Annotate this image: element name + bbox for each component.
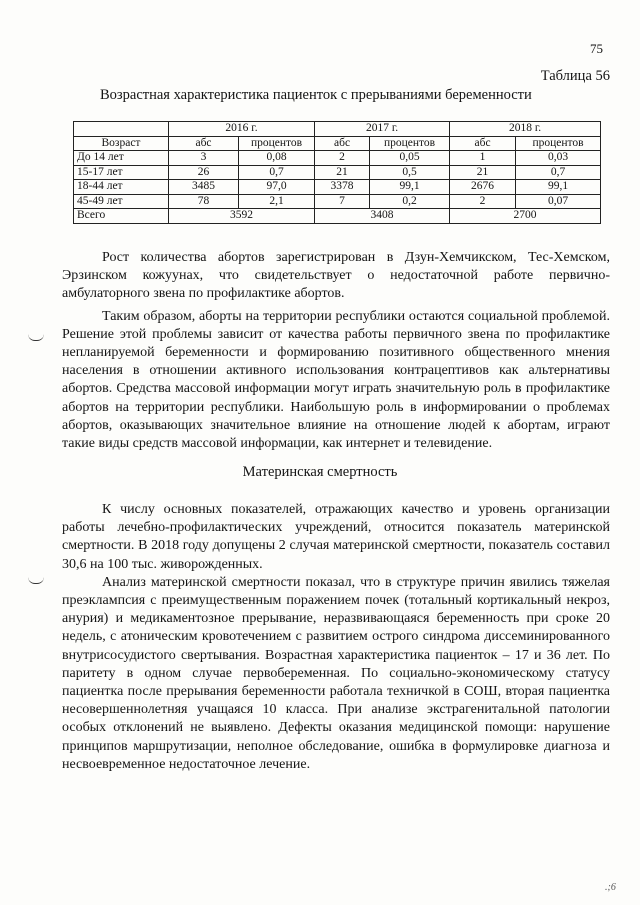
table-row xyxy=(74,151,601,166)
cell-age: До 14 лет xyxy=(74,151,169,166)
header-empty xyxy=(74,122,169,137)
cell-value: 2 xyxy=(450,194,516,209)
cell-value: 0,7 xyxy=(516,165,601,180)
table-header-sub xyxy=(74,136,601,151)
header-pct: процентов xyxy=(516,136,601,151)
table-row xyxy=(74,165,601,180)
cell-total-label: Всего xyxy=(74,209,169,224)
header-age: Возраст xyxy=(74,136,169,151)
header-pct: процентов xyxy=(370,136,450,151)
cell-age: 15-17 лет xyxy=(74,165,169,180)
cell-value: 21 xyxy=(450,165,516,180)
cell-value: 0,5 xyxy=(370,165,450,180)
cell-value: 2 xyxy=(315,151,370,166)
cell-value: 97,0 xyxy=(239,180,315,195)
header-year: 2018 г. xyxy=(450,122,601,137)
header-pct: процентов xyxy=(239,136,315,151)
section-heading: Материнская смертность xyxy=(242,464,398,480)
margin-mark xyxy=(28,577,44,584)
table-total-row xyxy=(74,209,601,224)
corner-mark: .;6 xyxy=(605,882,616,893)
table-row xyxy=(74,194,601,209)
page-number: 75 xyxy=(590,41,603,56)
cell-value: 2676 xyxy=(450,180,516,195)
cell-total: 3592 xyxy=(169,209,315,224)
header-abs: абс xyxy=(169,136,239,151)
cell-value: 0,7 xyxy=(239,165,315,180)
body-text-abortions xyxy=(62,249,610,453)
table-header-years xyxy=(74,122,601,137)
cell-total: 2700 xyxy=(450,209,601,224)
cell-value: 0,08 xyxy=(239,151,315,166)
cell-value: 2,1 xyxy=(239,194,315,209)
cell-value: 3378 xyxy=(315,180,370,195)
header-abs: абс xyxy=(315,136,370,151)
margin-mark xyxy=(28,334,44,341)
header-year: 2016 г. xyxy=(169,122,315,137)
cell-value: 0,07 xyxy=(516,194,601,209)
header-year: 2017 г. xyxy=(315,122,450,137)
table-row xyxy=(74,180,601,195)
cell-value: 0,2 xyxy=(370,194,450,209)
cell-age: 45-49 лет xyxy=(74,194,169,209)
cell-value: 26 xyxy=(169,165,239,180)
cell-value: 99,1 xyxy=(516,180,601,195)
cell-value: 1 xyxy=(450,151,516,166)
cell-total: 3408 xyxy=(315,209,450,224)
table-title: Возрастная характеристика пациенток с прерываниями беременности xyxy=(100,87,532,103)
cell-value: 78 xyxy=(169,194,239,209)
body-text-maternal-mortality xyxy=(62,501,610,774)
paragraph: Таким образом, аборты на территории республики остаются социальной проблемой. Решение этой проблемы зависит от качества работы первичного звена по профилактике непланируемой беременности и формированию позитивного общественного мнения населения в отношении активного использования контрацептивов как альтернативы абортов. Средства массовой информации могут играть значительную роль в профилактике абортов на территории республики. Наибольшую роль в информировании о проблемах абортов, оказывающих значительное влияние на отношение людей к абортам, играют такие виды средств массовой информации, как интернет и телевидение. xyxy=(62,308,610,452)
paragraph: Анализ материнской смертности показал, что в структуре причин явились тяжелая преэклампсия с преимущественным поражением почек (тотальный кортикальный некроз, анурия) и медикаментозное прерывание, неразвивающаяся беременность при сроке 20 недель, с атоническим кровотечением с развитием острого синдрома диссеминированного внутрисосудистого свертывания. Возрастная характеристика пациенток – 17 и 36 лет. По паритету в одном случае первобеременная. По социально-экономическому статусу пациентка после прерывания беременности работала техничкой в СОШ, вторая пациентка несовершеннолетняя учащаяся 10 класса. При анализе экстрагенитальной патологии особых отклонений не выявлено. Дефекты оказания медицинской помощи: нарушение принципов маршрутизации, неполное обследование, ошибка в формулировке диагноза и несвоевременное недостаточное лечение. xyxy=(62,574,610,772)
cell-value: 0,05 xyxy=(370,151,450,166)
cell-value: 99,1 xyxy=(370,180,450,195)
header-abs: абс xyxy=(450,136,516,151)
cell-value: 3 xyxy=(169,151,239,166)
cell-value: 21 xyxy=(315,165,370,180)
cell-age: 18-44 лет xyxy=(74,180,169,195)
cell-value: 7 xyxy=(315,194,370,209)
paragraph: Рост количества абортов зарегистрирован в Дзун-Хемчикском, Тес-Хемском, Эрзинском кожуунах, что свидетельствует о недостаточной работе первично-амбулаторного звена по профилактике абортов. xyxy=(62,250,610,302)
cell-value: 3485 xyxy=(169,180,239,195)
age-table xyxy=(73,121,601,224)
paragraph: К числу основных показателей, отражающих качество и уровень организации работы лечебно-профилактических учреждений, относится показатель материнской смертности. В 2018 году допущены 2 случая материнской смертности, показатель составил 30,6 на 100 тыс. живорожденных. xyxy=(62,502,610,572)
cell-value: 0,03 xyxy=(516,151,601,166)
table-caption: Таблица 56 xyxy=(540,68,610,84)
